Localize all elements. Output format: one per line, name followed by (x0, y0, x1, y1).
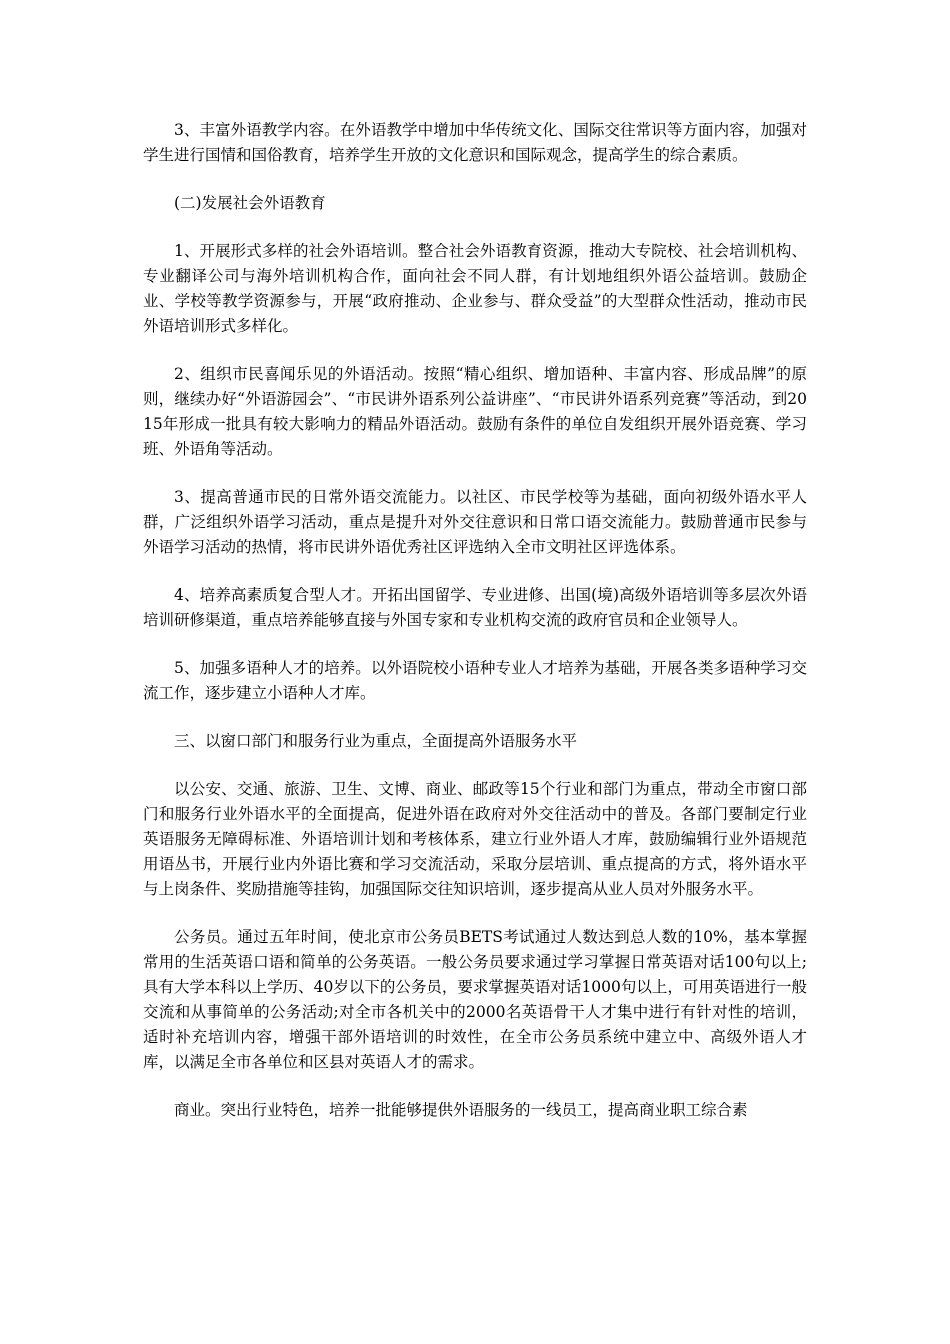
paragraph-item-5-multilingual-talent: 5、加强多语种人才的培养。以外语院校小语种专业人才培养为基础，开展各类多语种学习交流工作，逐步建立小语种人才库。 (143, 659, 807, 702)
paragraph-commerce: 商业。突出行业特色，培养一批能够提供外语服务的一线员工，提高商业职工综合素 (174, 1101, 748, 1119)
paragraph-item-2-activities: 2、组织市民喜闻乐见的外语活动。按照“精心组织、增加语种、丰富内容、形成品牌”的原则，继续办好“外语游园会”、“市民讲外语系列公益讲座”、“市民讲外语系列竞赛”等活动，到2015年形成一批具有较大影响力的精品外语活动。鼓励有条件的单位自发组织开展外语竞赛、学习班、外语角等活动。 (143, 365, 807, 458)
document-body (143, 118, 807, 1123)
section-heading-social-education: (二)发展社会外语教育 (174, 194, 326, 212)
paragraph-item-1-social-training: 1、开展形式多样的社会外语培训。整合社会外语教育资源，推动大专院校、社会培训机构、专业翻译公司与海外培训机构合作，面向社会不同人群，有计划地组织外语公益培训。鼓励企业、学校等教学资源参与，开展“政府推动、企业参与、群众受益”的大型群众性活动，推动市民外语培训形式多样化。 (143, 242, 807, 335)
paragraph-item-3-daily-communication: 3、提高普通市民的日常外语交流能力。以社区、市民学校等为基础，面向初级外语水平人群，广泛组织外语学习活动，重点是提升对外交往意识和日常口语交流能力。鼓励普通市民参与外语学习活动的热情，将市民讲外语优秀社区评选纳入全市文明社区评选体系。 (143, 488, 807, 556)
paragraph-item-3-teaching-content: 3、丰富外语教学内容。在外语教学中增加中华传统文化、国际交往常识等方面内容，加强对学生进行国情和国俗教育，培养学生开放的文化意识和国际观念，提高学生的综合素质。 (143, 121, 807, 164)
section-heading-service-industry: 三、以窗口部门和服务行业为重点，全面提高外语服务水平 (174, 732, 578, 750)
paragraph-service-industry-overview: 以公安、交通、旅游、卫生、文博、商业、邮政等15个行业和部门为重点，带动全市窗口部门和服务行业外语水平的全面提高，促进外语在政府对外交往活动中的普及。各部门要制定行业英语服务无障碍标准、外语培训计划和考核体系，建立行业外语人才库，鼓励编辑行业外语规范用语丛书，开展行业内外语比赛和学习交流活动，采取分层培训、重点提高的方式，将外语水平与上岗条件、奖励措施等挂钩，加强国际交往知识培训，逐步提高从业人员对外服务水平。 (143, 780, 807, 898)
paragraph-civil-servants: 公务员。通过五年时间，使北京市公务员BETS考试通过人数达到总人数的10%，基本掌握常用的生活英语口语和简单的公务英语。一般公务员要求通过学习掌握日常英语对话100句以上;具有大学本科以上学历、40岁以下的公务员，要求掌握英语对话1000句以上，可用英语进行一般交流和从事简单的公务活动;对全市各机关中的2000名英语骨干人才集中进行有针对性的培训，适时补充培训内容，增强干部外语培训的时效性，在全市公务员系统中建立中、高级外语人才库，以满足全市各单位和区县对英语人才的需求。 (143, 928, 807, 1071)
paragraph-item-4-talent-cultivation: 4、培养高素质复合型人才。开拓出国留学、专业进修、出国(境)高级外语培训等多层次外语培训研修渠道，重点培养能够直接与外国专家和专业机构交流的政府官员和企业领导人。 (143, 586, 807, 629)
